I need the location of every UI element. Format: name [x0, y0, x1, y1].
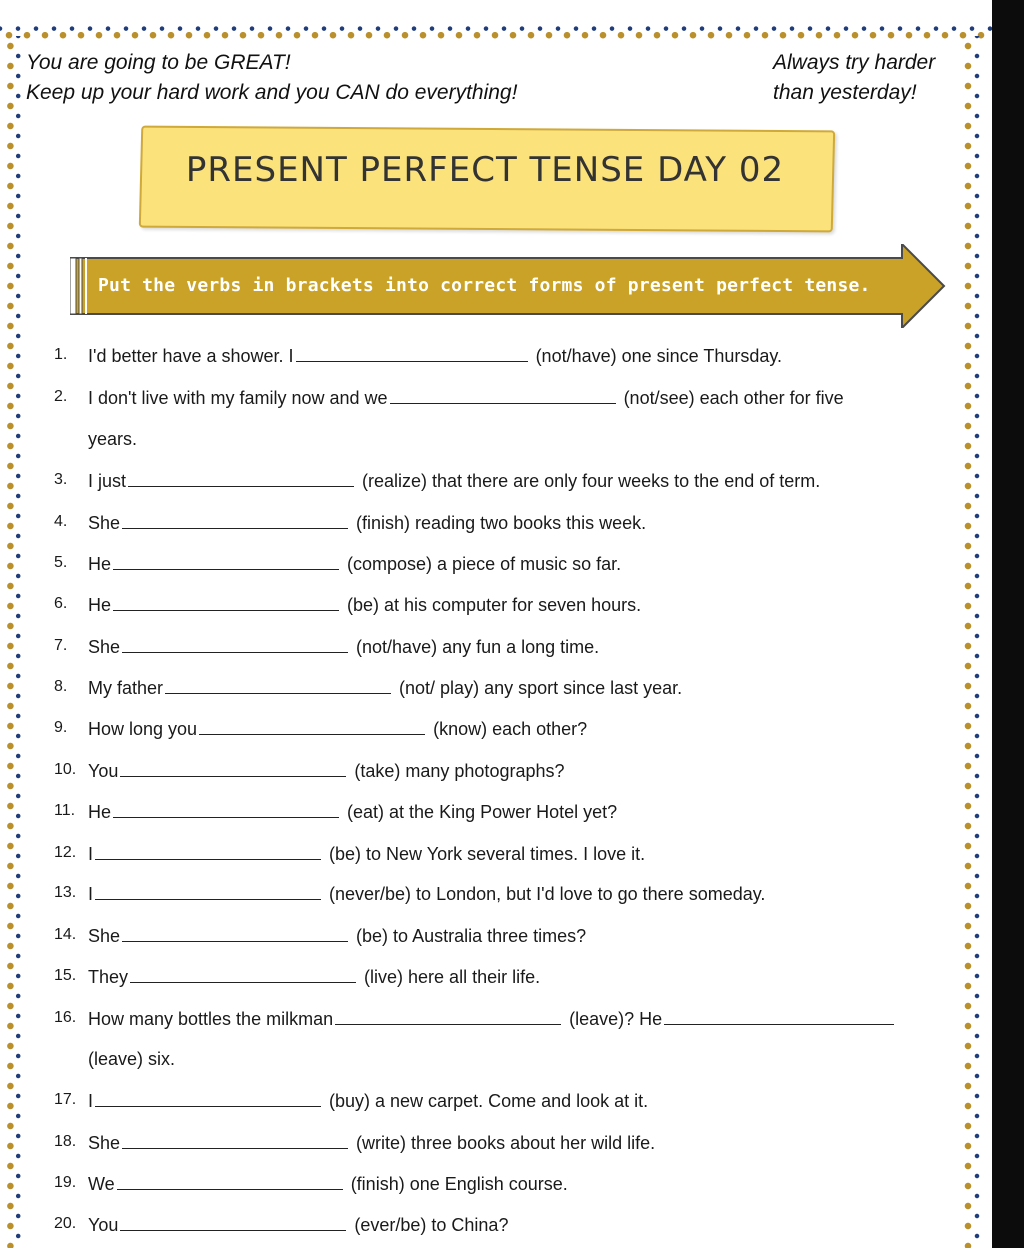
- answer-blank[interactable]: [113, 551, 339, 570]
- answer-blank[interactable]: [113, 799, 339, 818]
- answer-blank[interactable]: [122, 510, 348, 529]
- exercise-prompt: I: [88, 844, 94, 864]
- exercise-verb-hint: (buy) a new carpet. Come and look at it.: [324, 1091, 649, 1111]
- motto-right-line1: Always try harder: [773, 51, 936, 74]
- exercise-number: 7.: [54, 637, 68, 654]
- exercise-number: 17.: [54, 1091, 77, 1108]
- exercise-continuation: years.: [88, 429, 138, 449]
- answer-blank[interactable]: [95, 881, 321, 900]
- motto-left-line2: Keep up your hard work and you CAN do everything!: [26, 81, 518, 104]
- exercise-verb-hint: (finish) reading two books this week.: [351, 513, 647, 533]
- exercise-number: 19.: [54, 1174, 77, 1191]
- motto-right-line2: than yesterday!: [773, 81, 917, 104]
- exercise-verb-hint: (be) to Australia three times?: [351, 926, 587, 946]
- answer-blank[interactable]: [199, 716, 425, 735]
- exercise-prompt: You: [88, 761, 119, 781]
- exercise-number: 13.: [54, 884, 77, 901]
- answer-blank[interactable]: [122, 634, 348, 653]
- exercise-prompt: They: [88, 967, 129, 987]
- exercise-prompt: I: [88, 884, 94, 904]
- exercise-verb-hint: (not/have) one since Thursday.: [530, 346, 783, 366]
- instruction-text: Put the verbs in brackets into correct forms of present perfect tense.: [98, 275, 871, 296]
- exercise-verb-hint: (not/have) any fun a long time.: [351, 637, 600, 657]
- exercise-verb-hint: (never/be) to London, but I'd love to go there someday.: [324, 884, 766, 904]
- exercise-verb-hint: (realize) that there are only four weeks to the end of term.: [357, 471, 821, 491]
- answer-blank[interactable]: [122, 1130, 348, 1149]
- exercise-number: 3.: [54, 471, 68, 488]
- exercise-verb-hint: (ever/be) to China?: [349, 1215, 509, 1235]
- answer-blank[interactable]: [128, 468, 354, 487]
- exercise-number: 15.: [54, 967, 77, 984]
- exercise-continuation: (leave) six.: [88, 1049, 176, 1069]
- exercise-number: 2.: [54, 388, 68, 405]
- answer-blank[interactable]: [296, 343, 528, 362]
- exercise-prompt: He: [88, 595, 112, 615]
- exercise-number: 4.: [54, 513, 68, 530]
- exercise-verb-hint: (be) at his computer for seven hours.: [342, 595, 642, 615]
- exercise-prompt: How many bottles the milkman: [88, 1009, 334, 1029]
- exercise-number: 10.: [54, 761, 77, 778]
- exercise-number: 8.: [54, 678, 68, 695]
- answer-blank[interactable]: [117, 1171, 343, 1190]
- exercise-number: 16.: [54, 1009, 77, 1026]
- exercise-prompt: I just: [88, 471, 127, 491]
- answer-blank[interactable]: [95, 1088, 321, 1107]
- exercise-number: 9.: [54, 719, 68, 736]
- exercise-prompt: I'd better have a shower. I: [88, 346, 294, 366]
- exercise-prompt: I: [88, 1091, 94, 1111]
- exercise-prompt: How long you: [88, 719, 198, 739]
- exercise-prompt: I don't live with my family now and we: [88, 388, 388, 408]
- exercise-prompt: You: [88, 1215, 119, 1235]
- worksheet-title: PRESENT PERFECT TENSE DAY 02: [185, 150, 785, 190]
- exercise-verb-hint: (be) to New York several times. I love it.: [324, 844, 646, 864]
- exercise-number: 1.: [54, 346, 68, 363]
- exercise-verb-hint: (take) many photographs?: [349, 761, 565, 781]
- answer-blank[interactable]: [120, 758, 346, 777]
- exercise-prompt: He: [88, 554, 112, 574]
- exercise-verb-hint: (not/ play) any sport since last year.: [394, 678, 683, 698]
- exercise-prompt: My father: [88, 678, 164, 698]
- exercise-verb-hint: (write) three books about her wild life.: [351, 1133, 656, 1153]
- exercise-number: 14.: [54, 926, 77, 943]
- exercise-number: 12.: [54, 844, 77, 861]
- exercise-verb-hint: (eat) at the King Power Hotel yet?: [342, 802, 618, 822]
- answer-blank[interactable]: [664, 1006, 894, 1025]
- answer-blank[interactable]: [122, 923, 348, 942]
- exercise-verb-hint: (compose) a piece of music so far.: [342, 554, 622, 574]
- exercise-number: 6.: [54, 595, 68, 612]
- exercise-number: 11.: [54, 802, 76, 819]
- answer-blank[interactable]: [335, 1006, 561, 1025]
- answer-blank[interactable]: [165, 675, 391, 694]
- exercise-prompt: She: [88, 1133, 121, 1153]
- exercise-prompt: She: [88, 513, 121, 533]
- answer-blank[interactable]: [113, 592, 339, 611]
- exercise-verb-hint: (know) each other?: [428, 719, 588, 739]
- answer-blank[interactable]: [95, 841, 321, 860]
- motto-left-line1: You are going to be GREAT!: [26, 51, 291, 74]
- answer-blank[interactable]: [130, 964, 356, 983]
- exercise-number: 20.: [54, 1215, 77, 1232]
- answer-blank[interactable]: [390, 385, 616, 404]
- exercise-number: 5.: [54, 554, 68, 571]
- exercise-prompt: He: [88, 802, 112, 822]
- exercise-prompt: We: [88, 1174, 115, 1194]
- exercise-verb-hint: (finish) one English course.: [345, 1174, 568, 1194]
- exercise-verb-hint: (leave)? He: [564, 1009, 663, 1029]
- exercise-prompt: She: [88, 926, 121, 946]
- exercise-prompt: She: [88, 637, 121, 657]
- exercise-verb-hint: (not/see) each other for five: [618, 388, 844, 408]
- exercise-verb-hint: (live) here all their life.: [359, 967, 541, 987]
- answer-blank[interactable]: [120, 1212, 346, 1231]
- exercise-number: 18.: [54, 1133, 77, 1150]
